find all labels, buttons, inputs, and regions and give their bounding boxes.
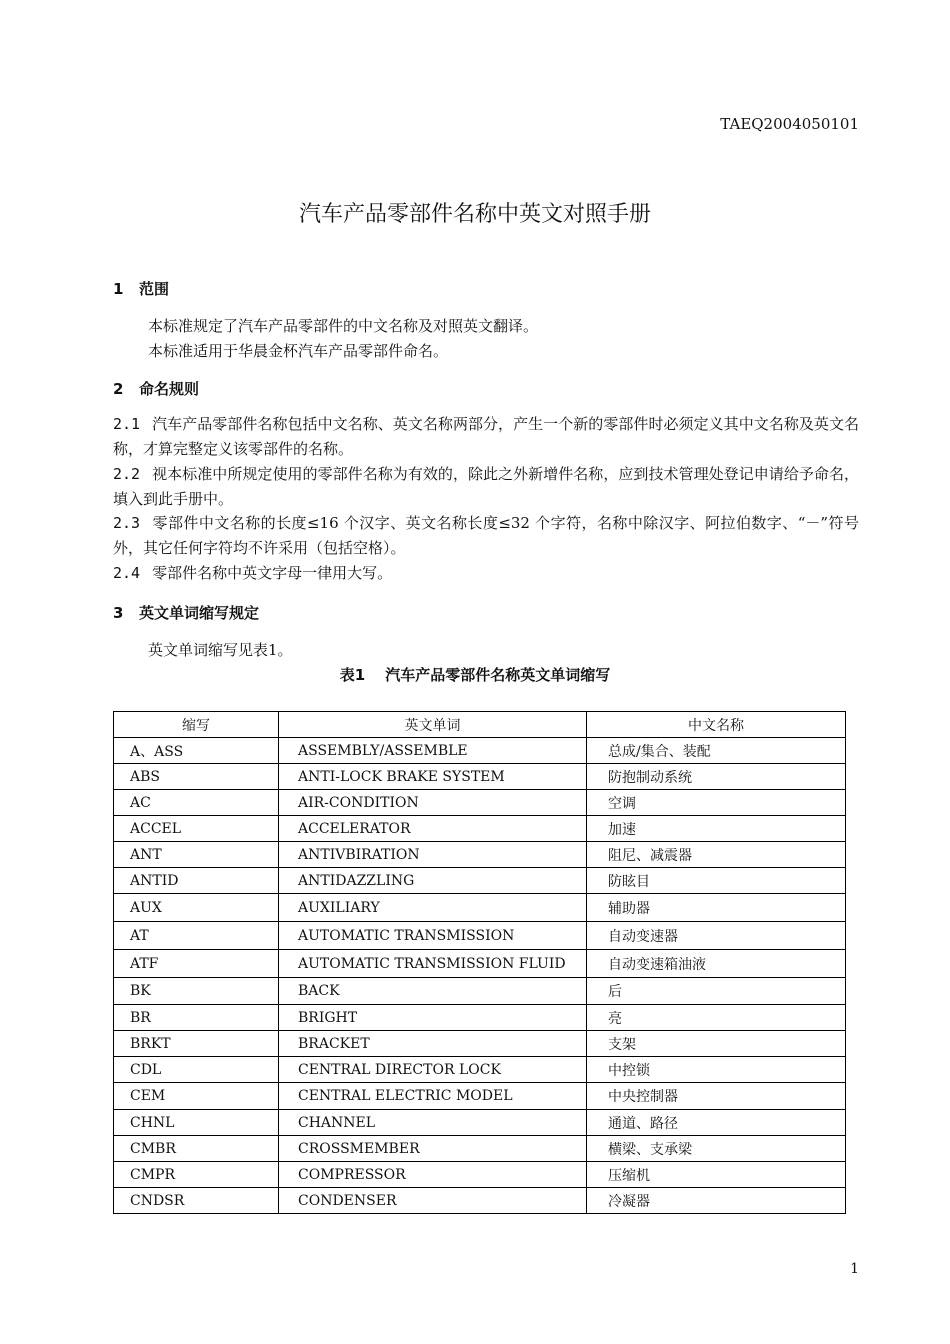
clause-number: 2.2 <box>113 465 141 483</box>
column-header-chinese-name: 中文名称 <box>587 712 846 738</box>
abbreviation-cell: ANT <box>114 842 279 868</box>
chinese-name-cell: 亮 <box>587 1005 846 1031</box>
abbreviation-cell: AT <box>114 922 279 950</box>
english-word-cell: CENTRAL ELECTRIC MODEL <box>279 1083 587 1110</box>
clause-2-1 <box>113 412 859 462</box>
table-row <box>114 764 846 790</box>
table-row <box>114 978 846 1005</box>
chinese-name-cell: 辅助器 <box>587 894 846 922</box>
chinese-name-cell: 中控锁 <box>587 1057 846 1083</box>
english-word-cell: ACCELERATOR <box>279 816 587 842</box>
table-row <box>114 816 846 842</box>
section-3-para: 英文单词缩写见表1。 <box>148 641 293 659</box>
clause-text: 视本标准中所规定使用的零部件名称为有效的，除此之外新增件名称，应到技术管理处登记申请给予命名，填入到此手册中。 <box>113 465 859 508</box>
clause-text: 零部件名称中英文字母一律用大写。 <box>152 564 393 582</box>
table-row <box>114 1188 846 1214</box>
clause-text: 汽车产品零部件名称包括中文名称、英文名称两部分，产生一个新的零部件时必须定义其中文名称及英文名称，才算完整定义该零部件的名称。 <box>113 415 859 458</box>
table-caption <box>0 664 950 685</box>
abbreviation-cell: ANTID <box>114 868 279 894</box>
clause-number: 2.4 <box>113 564 141 582</box>
english-word-cell: ANTI-LOCK BRAKE SYSTEM <box>279 764 587 790</box>
section-2-heading <box>113 378 199 399</box>
table-row <box>114 1005 846 1031</box>
section-title: 英文单词缩写规定 <box>139 604 260 622</box>
table-row <box>114 894 846 922</box>
table-number: 表1 <box>339 666 366 684</box>
english-word-cell: AUTOMATIC TRANSMISSION FLUID <box>279 950 587 978</box>
abbreviation-table <box>113 711 846 1214</box>
abbreviation-cell: AC <box>114 790 279 816</box>
abbreviation-cell: BK <box>114 978 279 1005</box>
english-word-cell: CHANNEL <box>279 1110 587 1136</box>
table-row <box>114 1031 846 1057</box>
section-1-para-2: 本标准适用于华晨金杯汽车产品零部件命名。 <box>148 342 449 360</box>
section-title: 范围 <box>139 280 170 298</box>
english-word-cell: AUXILIARY <box>279 894 587 922</box>
table-row <box>114 1136 846 1162</box>
page-number: 1 <box>850 1261 859 1277</box>
table-row <box>114 1162 846 1188</box>
section-title: 命名规则 <box>139 380 200 398</box>
abbreviation-cell: CEM <box>114 1083 279 1110</box>
chinese-name-cell: 通道、路径 <box>587 1110 846 1136</box>
table-row <box>114 842 846 868</box>
document-code: TAEQ2004050101 <box>720 115 859 133</box>
chinese-name-cell: 总成/集合、装配 <box>587 738 846 764</box>
clause-number: 2.3 <box>113 514 141 532</box>
table-row <box>114 1110 846 1136</box>
english-word-cell: BRIGHT <box>279 1005 587 1031</box>
chinese-name-cell: 后 <box>587 978 846 1005</box>
section-1-heading <box>113 278 169 299</box>
chinese-name-cell: 防眩目 <box>587 868 846 894</box>
column-header-abbreviation: 缩写 <box>114 712 279 738</box>
abbreviation-cell: ABS <box>114 764 279 790</box>
table-row <box>114 738 846 764</box>
chinese-name-cell: 自动变速器 <box>587 922 846 950</box>
english-word-cell: COMPRESSOR <box>279 1162 587 1188</box>
english-word-cell: CENTRAL DIRECTOR LOCK <box>279 1057 587 1083</box>
abbreviation-cell: A、ASS <box>114 738 279 764</box>
abbreviation-cell: AUX <box>114 894 279 922</box>
english-word-cell: ANTIDAZZLING <box>279 868 587 894</box>
table-row <box>114 950 846 978</box>
abbreviation-cell: BR <box>114 1005 279 1031</box>
table-caption-text: 汽车产品零部件名称英文单词缩写 <box>385 666 611 684</box>
english-word-cell: AIR-CONDITION <box>279 790 587 816</box>
abbreviation-cell: CMBR <box>114 1136 279 1162</box>
clause-2-3 <box>113 511 859 561</box>
chinese-name-cell: 加速 <box>587 816 846 842</box>
english-word-cell: BRACKET <box>279 1031 587 1057</box>
chinese-name-cell: 支架 <box>587 1031 846 1057</box>
clause-2-2 <box>113 462 859 512</box>
table-row <box>114 1083 846 1110</box>
table-row <box>114 790 846 816</box>
chinese-name-cell: 横梁、支承梁 <box>587 1136 846 1162</box>
chinese-name-cell: 防抱制动系统 <box>587 764 846 790</box>
english-word-cell: BACK <box>279 978 587 1005</box>
table-header-row <box>114 712 846 738</box>
page-title: 汽车产品零部件名称中英文对照手册 <box>298 202 651 227</box>
table-row <box>114 1057 846 1083</box>
abbreviation-cell: ATF <box>114 950 279 978</box>
clause-text: 零部件中文名称的长度≤16 个汉字、英文名称长度≤32 个字符，名称中除汉字、阿拉伯数字、“－”符号外，其它任何字符均不许采用（包括空格）。 <box>113 514 859 557</box>
english-word-cell: ASSEMBLY/ASSEMBLE <box>279 738 587 764</box>
chinese-name-cell: 空调 <box>587 790 846 816</box>
chinese-name-cell: 压缩机 <box>587 1162 846 1188</box>
column-header-english-word: 英文单词 <box>279 712 587 738</box>
abbreviation-cell: CMPR <box>114 1162 279 1188</box>
abbreviation-cell: CDL <box>114 1057 279 1083</box>
english-word-cell: AUTOMATIC TRANSMISSION <box>279 922 587 950</box>
english-word-cell: CONDENSER <box>279 1188 587 1214</box>
chinese-name-cell: 冷凝器 <box>587 1188 846 1214</box>
abbreviation-cell: CHNL <box>114 1110 279 1136</box>
chinese-name-cell: 中央控制器 <box>587 1083 846 1110</box>
english-word-cell: CROSSMEMBER <box>279 1136 587 1162</box>
clause-number: 2.1 <box>113 415 141 433</box>
section-1-para-1: 本标准规定了汽车产品零部件的中文名称及对照英文翻译。 <box>148 317 539 335</box>
section-number: 3 <box>113 604 124 622</box>
clause-2-4 <box>113 561 859 586</box>
section-number: 2 <box>113 380 124 398</box>
section-3-heading <box>113 602 259 623</box>
abbreviation-cell: BRKT <box>114 1031 279 1057</box>
abbreviation-cell: CNDSR <box>114 1188 279 1214</box>
abbreviation-cell: ACCEL <box>114 816 279 842</box>
english-word-cell: ANTIVBIRATION <box>279 842 587 868</box>
table-row <box>114 868 846 894</box>
section-number: 1 <box>113 280 124 298</box>
chinese-name-cell: 自动变速箱油液 <box>587 950 846 978</box>
chinese-name-cell: 阻尼、减震器 <box>587 842 846 868</box>
table-row <box>114 922 846 950</box>
table-body <box>114 738 846 1214</box>
